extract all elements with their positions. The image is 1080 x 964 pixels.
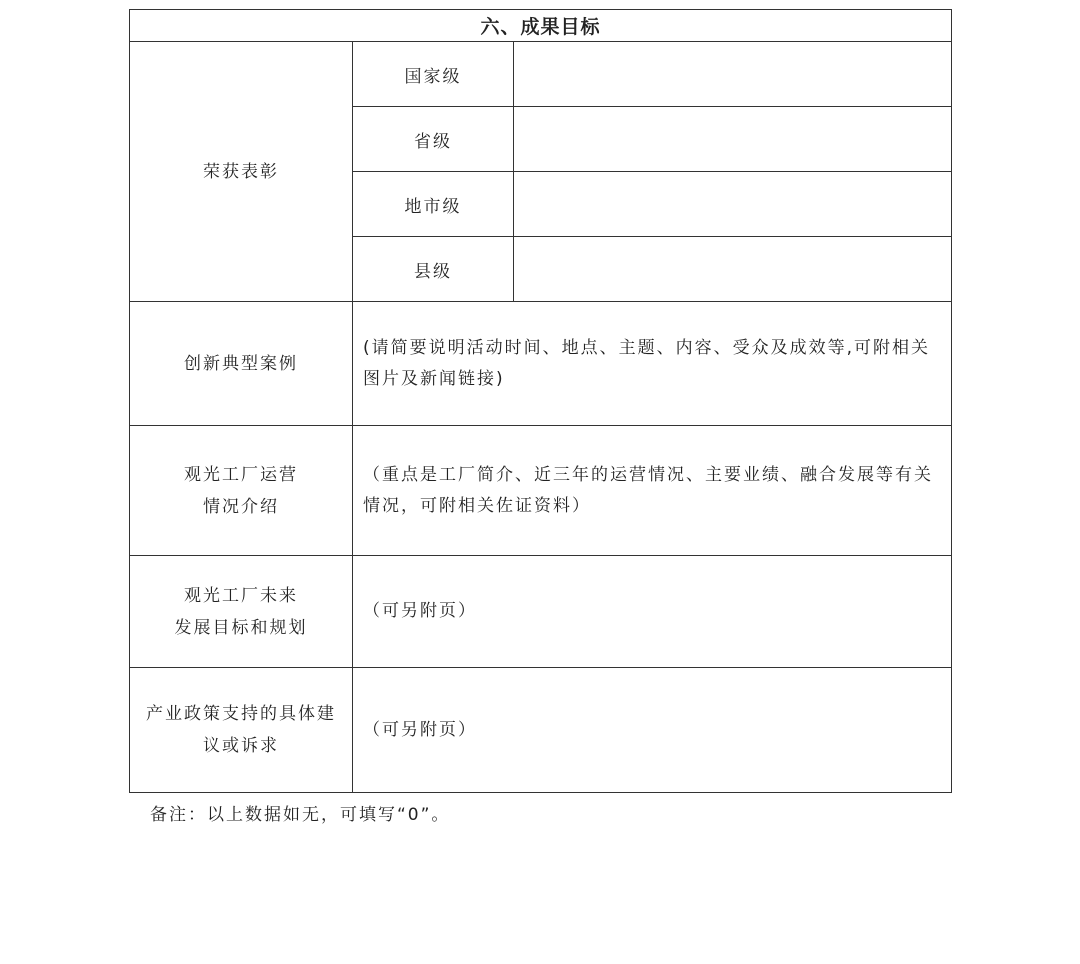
future-plan-label: [130, 556, 353, 668]
innovation-case-hint[interactable]: (请简要说明活动时间、地点、主题、内容、受众及成效等,可附相关图片及新闻链接): [353, 302, 952, 426]
section-title: 六、成果目标: [130, 10, 952, 42]
honor-level-provincial: 省级: [353, 107, 514, 172]
factory-operation-label-line-2: 情况介绍: [203, 496, 279, 517]
policy-suggestion-label: [130, 668, 353, 793]
future-plan-label-line-1: 观光工厂未来: [184, 585, 298, 606]
honor-city-input-cell[interactable]: [514, 172, 952, 237]
honor-national-input-cell[interactable]: [514, 42, 952, 107]
future-plan-label-line-2: 发展目标和规划: [174, 617, 308, 638]
honors-label: 荣获表彰: [130, 42, 353, 302]
honor-level-city: 地市级: [353, 172, 514, 237]
factory-operation-label: [130, 426, 353, 556]
honor-level-national: 国家级: [353, 42, 514, 107]
policy-suggestion-label-line-2: 议或诉求: [203, 736, 279, 756]
footnote: 备注：以上数据如无，可填写“0”。: [150, 805, 451, 825]
honor-level-county: 县级: [353, 237, 514, 302]
innovation-case-label: [130, 302, 353, 426]
results-goals-form: [129, 9, 952, 793]
innovation-case-label-line: 创新典型案例: [184, 353, 298, 374]
honor-provincial-input-cell[interactable]: [514, 107, 952, 172]
honor-county-input-cell[interactable]: [514, 237, 952, 302]
policy-suggestion-label-line-1: 产业政策支持的具体建: [146, 704, 336, 724]
policy-suggestion-hint[interactable]: （可另附页）: [353, 668, 952, 793]
factory-operation-hint[interactable]: （重点是工厂简介、近三年的运营情况、主要业绩、融合发展等有关情况，可附相关佐证资料）: [353, 426, 952, 556]
factory-operation-label-line-1: 观光工厂运营: [184, 464, 298, 485]
future-plan-hint[interactable]: （可另附页）: [353, 556, 952, 668]
